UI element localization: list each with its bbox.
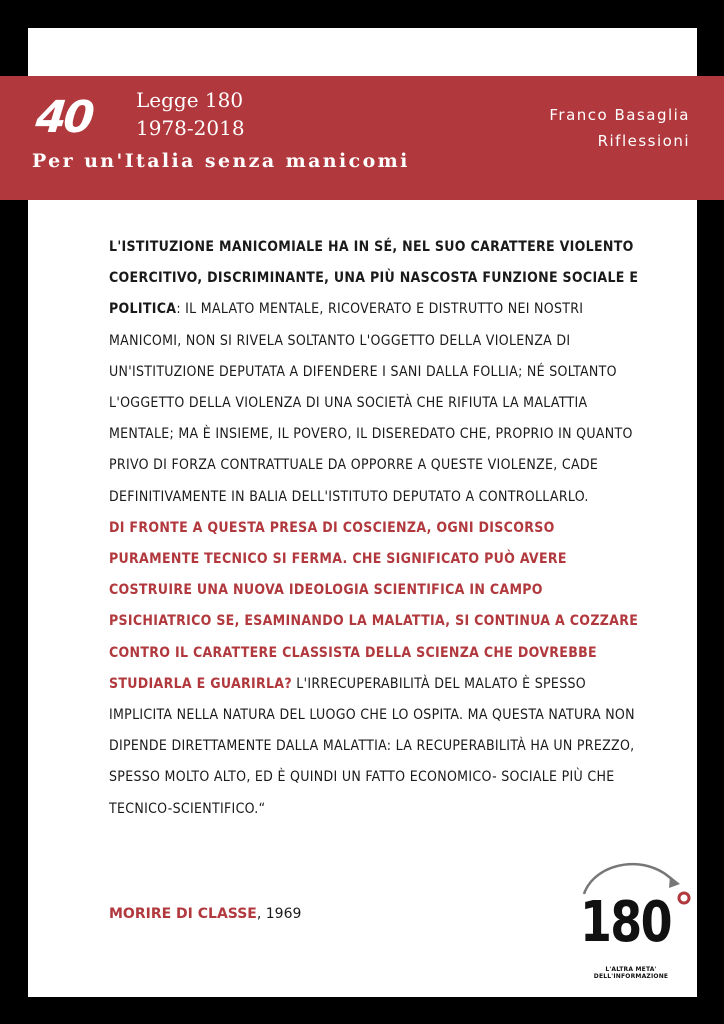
law-heading [136, 86, 245, 142]
section-label: Riflessioni [597, 132, 690, 150]
quote-body-2: L'IRRECUPERABILITÀ DEL MALATO È SPESSO IMPLICITA NELLA NATURA DEL LUOGO CHE LO OSPITA. MA QUESTA NATURA NON DIPENDE DIRETTAMENTE DALLA MALATTIA: LA RECUPERABILITÀ HA UN PREZZO, SPESSO MOLTO ALTO, ED È QUINDI UN FATTO ECONOMICO- SOCIALE PIÙ CHE TECNICO-SCIENTIFICO.“ [109, 675, 635, 817]
quote-text [109, 232, 649, 825]
logo-180 [570, 860, 692, 980]
quote-bold-intro: L'ISTITUZIONE MANICOMIALE HA IN SÉ, NEL SUO CARATTERE VIOLENTO COERCITIVO, DISCRIMINANTE, UNA PIÙ NASCOSTA FUNZIONE SOCIALE E POLITICA [109, 239, 639, 318]
logo-number: 180 [580, 890, 671, 955]
source-year: , 1969 [256, 906, 302, 922]
quote-source [109, 906, 301, 922]
author-block [549, 102, 690, 154]
tagline: Per un'Italia senza manicomi [32, 150, 410, 172]
law-title: Legge 180 [136, 88, 244, 112]
anniversary-number: 40 [33, 92, 94, 143]
law-years: 1978-2018 [136, 116, 245, 140]
quote-body-1: : IL MALATO MENTALE, RICOVERATO E DISTRUTTO NEI NOSTRI MANICOMI, NON SI RIVELA SOLTANTO L'OGGETTO DELLA VIOLENZA DI UN'ISTITUZIONE DEPUTATA A DIFENDERE I SANI DALLA FOLLIA; NÉ SOLTANTO L'OGGETTO DELLA VIOLENZA DI UNA SOCIETÀ CHE RIFIUTA LA MALATTIA MENTALE; MA È INSIEME, IL POVERO, IL DISEREDATO CHE, PROPRIO IN QUANTO PRIVO DI FORZA CONTRATTUALE DA OPPORRE A QUESTE VIOLENZE, CADE DEFINITIVAMENTE IN BALIA DELL'ISTITUTO DEPUTATO A CONTROLLARLO. [109, 301, 633, 505]
header-banner [0, 76, 724, 200]
source-title: MORIRE DI CLASSE [109, 906, 257, 922]
logo-subtitle: L'ALTRA META' DELL'INFORMAZIONE [593, 966, 669, 980]
author-name: Franco Basaglia [549, 106, 690, 124]
quote-highlight: DI FRONTE A QUESTA PRESA DI COSCIENZA, OGNI DISCORSO PURAMENTE TECNICO SI FERMA. CHE SIGNIFICATO PUÒ AVERE COSTRUIRE UNA NUOVA IDEOLOGIA SCIENTIFICA IN CAMPO PSICHIATRICO SE, ESAMINANDO LA MALATTIA, SI CONTINUA A COZZARE CONTRO IL CARATTERE CLASSISTA DELLA SCIENZA CHE DOVREBBE STUDIARLA E GUARIRLA? [109, 519, 639, 692]
